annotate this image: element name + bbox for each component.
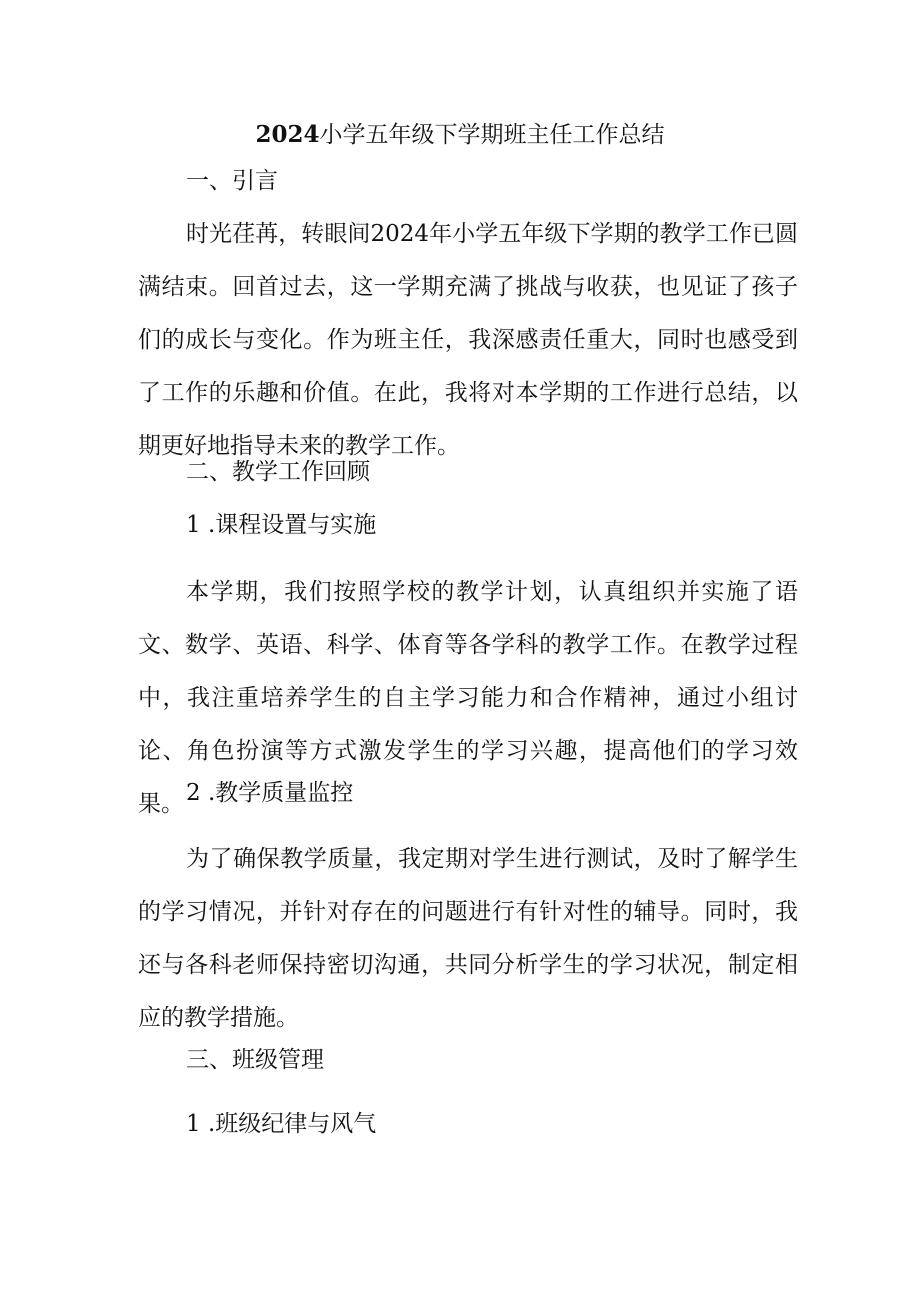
subheading-quality-monitoring: 2 .教学质量监控 bbox=[186, 780, 354, 806]
document-title bbox=[0, 120, 920, 150]
title-year: 2024 bbox=[255, 121, 320, 148]
subheading-class-discipline: 1 .班级纪律与风气 bbox=[186, 1111, 377, 1137]
section-heading-class-management: 三、班级管理 bbox=[186, 1047, 324, 1073]
intro-paragraph: 时光荏苒，转眼间2024年小学五年级下学期的教学工作已圆满结束。回首过去，这一学期充满了挑战与收获，也见证了孩子们的成长与变化。作为班主任，我深感责任重大，同时也感受到了工作的乐趣和价值。在此，我将对本学期的工作进行总结，以期更好地指导未来的教学工作。 bbox=[138, 221, 798, 459]
subheading-curriculum: 1 .课程设置与实施 bbox=[186, 512, 377, 538]
section-heading-teaching-review: 二、教学工作回顾 bbox=[186, 459, 370, 485]
title-text: 小学五年级下学期班主任工作总结 bbox=[319, 122, 665, 148]
quality-monitoring-paragraph: 为了确保教学质量，我定期对学生进行测试，及时了解学生的学习情况，并针对存在的问题进行有针对性的辅导。同时，我还与各科老师保持密切沟通，共同分析学生的学习状况，制定相应的教学措施。 bbox=[138, 846, 798, 1031]
curriculum-paragraph: 本学期，我们按照学校的教学计划，认真组织并实施了语文、数学、英语、科学、体育等各学科的教学工作。在教学过程中，我注重培养学生的自主学习能力和合作精神，通过小组讨论、角色扮演等方式激发学生的学习兴趣，提高他们的学习效果。 bbox=[138, 579, 798, 817]
section-heading-intro: 一、引言 bbox=[186, 168, 278, 194]
